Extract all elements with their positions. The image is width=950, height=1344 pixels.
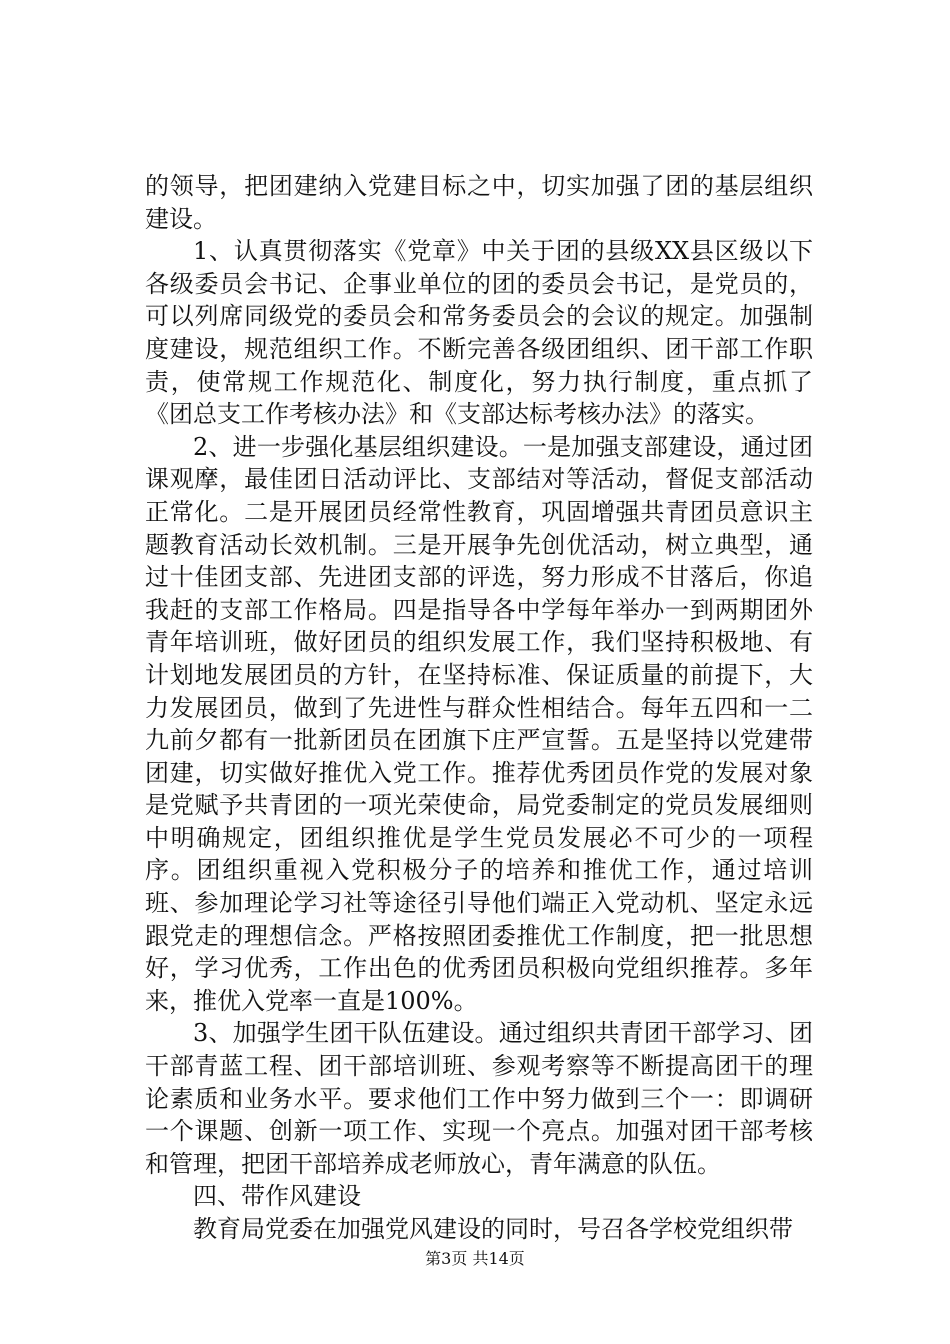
paragraph-item-2: 2、进一步强化基层组织建设。一是加强支部建设，通过团课观摩，最佳团日活动评比、支部结对等活动，督促支部活动正常化。二是开展团员经常性教育，巩固增强共青团员意识主题教育活动长效机制。三是开展争先创优活动，树立典型，通过十佳团支部、先进团支部的评选，努力形成不甘落后，你追我赶的支部工作格局。四是指导各中学每年举办一到两期团外青年培训班，做好团员的组织发展工作，我们坚持积极地、有计划地发展团员的方针，在坚持标准、保证质量的前提下，大力发展团员，做到了先进性与群众性相结合。每年五四和一二九前夕都有一批新团员在团旗下庄严宣誓。五是坚持以党建带团建，切实做好推优入党工作。推荐优秀团员作党的发展对象是党赋予共青团的一项光荣使命，局党委制定的党员发展细则中明确规定，团组织推优是学生党员发展必不可少的一项程序。团组织重视入党积极分子的培养和推优工作，通过培训班、参加理论学习社等途径引导他们端正入党动机、坚定永远跟党走的理想信念。严格按照团委推优工作制度，把一批思想好，学习优秀，工作出色的优秀团员积极向党组织推荐。多年来，推优入党率一直是100%。 (145, 432, 813, 1015)
section-heading-4: 四、带作风建设 (193, 1182, 361, 1211)
paragraph-continuation: 的领导，把团建纳入党建目标之中，切实加强了团的基层组织建设。 (145, 172, 813, 233)
paragraph-item-1: 1、认真贯彻落实《党章》中关于团的县级XX县区级以下各级委员会书记、企事业单位的团的委员会书记，是党员的，可以列席同级党的委员会和常务委员会的会议的规定。加强制度建设，规范组织工作。不断完善各级团组织、团干部工作职责，使常规工作规范化、制度化，努力执行制度，重点抓了《团总支工作考核办法》和《支部达标考核办法》的落实。 (145, 237, 813, 429)
page-footer: 第3页 共14页 (425, 1249, 525, 1268)
paragraph-item-3: 3、加强学生团干队伍建设。通过组织共青团干部学习、团干部青蓝工程、团干部培训班、参观考察等不断提高团干的理论素质和业务水平。要求他们工作中努力做到三个一：即调研一个课题、创新一项工作、实现一个亮点。加强对团干部考核和管理，把团干部培养成老师放心，青年满意的队伍。 (145, 1019, 813, 1178)
paragraph-section-4-start: 教育局党委在加强党风建设的同时，号召各学校党组织带 (193, 1215, 793, 1243)
document-body (145, 170, 813, 1246)
